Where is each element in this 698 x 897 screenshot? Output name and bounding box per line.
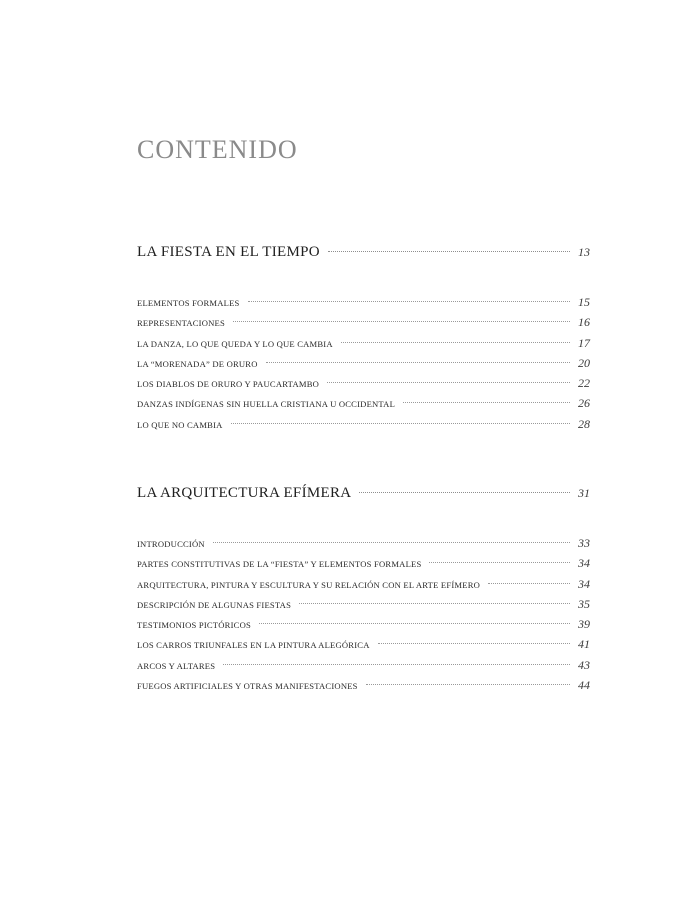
dot-leader xyxy=(488,582,570,584)
dot-leader xyxy=(213,541,570,543)
entry-title: REPRESENTACIONES xyxy=(137,318,225,329)
dot-leader xyxy=(429,561,570,563)
toc-entry[interactable] xyxy=(137,376,590,396)
toc-entry[interactable] xyxy=(137,617,590,637)
toc-section-la-arquitectura-efimera xyxy=(137,485,590,698)
dot-leader xyxy=(366,683,570,685)
dot-leader xyxy=(223,663,570,665)
toc-entry[interactable] xyxy=(137,356,590,376)
entry-title: ARCOS Y ALTARES xyxy=(137,660,216,671)
dot-leader xyxy=(403,401,570,403)
dot-leader xyxy=(359,491,570,493)
dot-leader xyxy=(266,361,570,363)
dot-leader xyxy=(328,250,570,252)
dot-leader xyxy=(341,341,570,343)
dot-leader xyxy=(327,381,570,383)
entry-page-number: 33 xyxy=(578,536,590,550)
toc-entry[interactable] xyxy=(137,536,590,556)
toc-section-heading[interactable] xyxy=(137,244,590,264)
dot-leader xyxy=(378,642,570,644)
toc-entry[interactable] xyxy=(137,417,590,437)
entry-page-number: 15 xyxy=(578,295,590,309)
toc-entry[interactable] xyxy=(137,678,590,698)
entry-title: INTRODUCCIÓN xyxy=(137,539,205,549)
toc-section-heading[interactable] xyxy=(137,485,590,505)
entry-page-number: 17 xyxy=(578,335,590,350)
dot-leader xyxy=(248,300,570,302)
dot-leader xyxy=(259,622,570,624)
entry-page-number: 35 xyxy=(578,596,590,611)
toc-entry[interactable] xyxy=(137,315,590,335)
toc-entry[interactable] xyxy=(137,658,590,678)
toc-entry[interactable] xyxy=(137,597,590,617)
toc-entry[interactable] xyxy=(137,577,590,597)
toc-entry[interactable] xyxy=(137,637,590,657)
entry-title: ARQUITECTURA, PINTURA Y ESCULTURA Y SU RELACIÓN CON EL ARTE EFÍMERO xyxy=(137,579,481,590)
entry-page-number: 34 xyxy=(578,576,590,591)
toc-entry[interactable] xyxy=(137,336,590,356)
entry-title: TESTIMONIOS PICTÓRICOS xyxy=(137,620,251,631)
toc-section-la-fiesta-en-el-tiempo xyxy=(137,244,590,437)
entry-page-number: 16 xyxy=(578,315,590,330)
dot-leader xyxy=(233,320,570,322)
dot-leader xyxy=(231,422,570,424)
entry-page-number: 20 xyxy=(578,355,590,370)
entry-page-number: 34 xyxy=(578,556,590,571)
entry-page-number: 41 xyxy=(578,637,590,652)
section-page-number: 13 xyxy=(578,245,590,259)
entry-page-number: 44 xyxy=(578,678,590,693)
entry-page-number: 43 xyxy=(578,657,590,672)
entry-page-number: 39 xyxy=(578,617,590,632)
entry-title: LA DANZA, LO QUE QUEDA Y LO QUE CAMBIA xyxy=(137,338,333,349)
entry-title: LA “MORENADA” DE ORURO xyxy=(137,358,258,369)
page-title: CONTENIDO xyxy=(137,135,298,165)
entry-title: LO QUE NO CAMBIA xyxy=(137,419,223,430)
entry-page-number: 28 xyxy=(578,416,590,431)
toc-entry[interactable] xyxy=(137,556,590,576)
entry-page-number: 22 xyxy=(578,376,590,391)
toc-entry[interactable] xyxy=(137,396,590,416)
entry-title: FUEGOS ARTIFICIALES Y OTRAS MANIFESTACIONES xyxy=(137,681,358,692)
entry-title: PARTES CONSTITUTIVAS DE LA “FIESTA” Y ELEMENTOS FORMALES xyxy=(137,559,422,570)
entry-title: DESCRIPCIÓN DE ALGUNAS FIESTAS xyxy=(137,599,292,610)
entry-title: ELEMENTOS FORMALES xyxy=(137,298,240,308)
toc-entry[interactable] xyxy=(137,295,590,315)
entry-title: LOS DIABLOS DE ORURO Y PAUCARTAMBO xyxy=(137,379,320,390)
section-title: LA FIESTA EN EL TIEMPO xyxy=(137,244,320,260)
dot-leader xyxy=(299,602,570,604)
entry-title: DANZAS INDÍGENAS SIN HUELLA CRISTIANA U OCCIDENTAL xyxy=(137,399,396,410)
entry-page-number: 26 xyxy=(578,396,590,411)
entry-title: LOS CARROS TRIUNFALES EN LA PINTURA ALEGÓRICA xyxy=(137,640,370,651)
section-page-number: 31 xyxy=(578,486,590,500)
section-title: LA ARQUITECTURA EFÍMERA xyxy=(137,485,352,501)
